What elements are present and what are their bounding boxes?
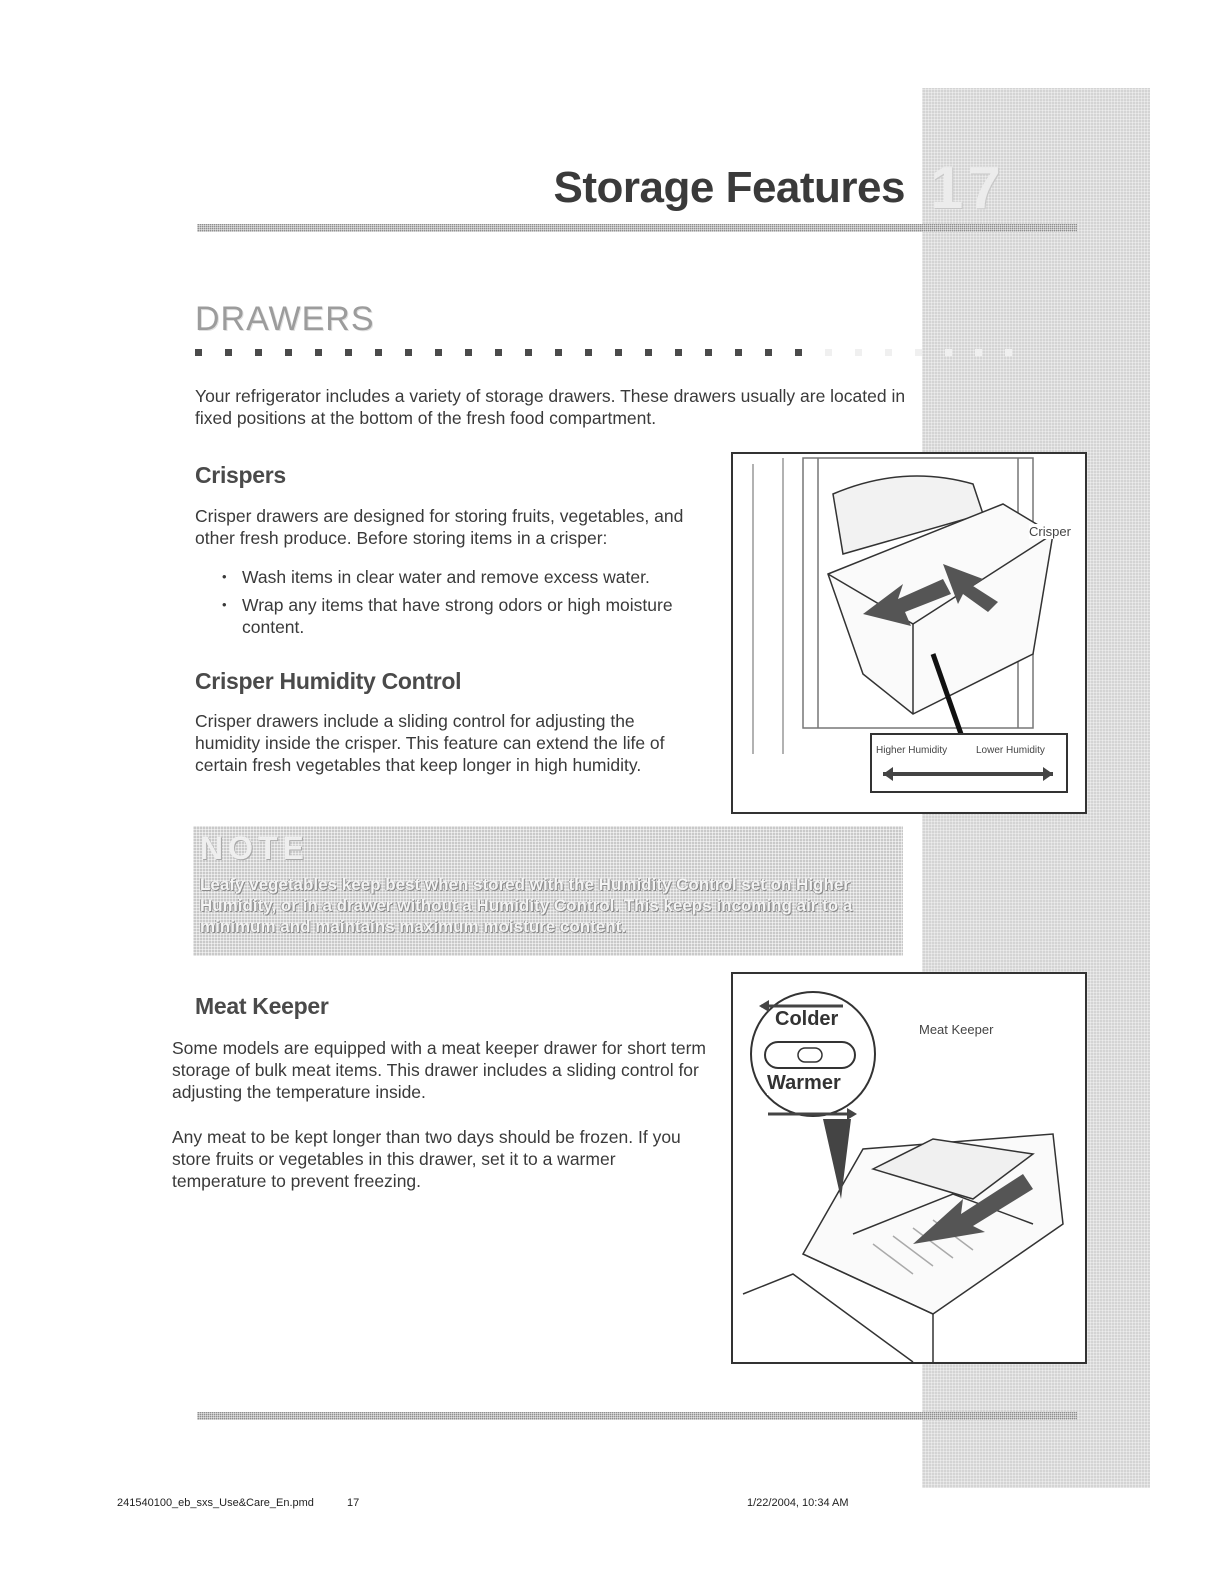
crisper-illustration bbox=[731, 452, 1087, 814]
divider-dot bbox=[615, 349, 622, 356]
warmer-label: Warmer bbox=[767, 1072, 841, 1094]
list-item: • Wrap any items that have strong odors or high moisture content. bbox=[218, 594, 708, 638]
footer-filename: 241540100_eb_sxs_Use&Care_En.pmd bbox=[117, 1497, 314, 1509]
divider-dot bbox=[885, 349, 892, 356]
lower-humidity-label: Lower Humidity bbox=[976, 745, 1045, 756]
crispers-paragraph: Crisper drawers are designed for storing fruits, vegetables, and other fresh produce. Before storing items in a crisper: bbox=[195, 506, 684, 548]
divider-dot bbox=[285, 349, 292, 356]
footer-page-number: 17 bbox=[347, 1497, 360, 1509]
meat-keeper-paragraph-2: Any meat to be kept longer than two days should be frozen. If you store fruits or vegetables in this drawer, set it to a warmer temperature to prevent freezing. bbox=[172, 1127, 681, 1191]
crisper-drawing bbox=[733, 454, 1085, 812]
divider-dot bbox=[315, 349, 322, 356]
note-text: Leafy vegetables keep best when stored with the Humidity Control set on Higher Humidity, or in a drawer without a Humidity Control. This keeps incoming air to a minimum and maintains maximum moisture content. bbox=[200, 875, 853, 936]
page-number: 17 bbox=[930, 154, 1005, 221]
meat-keeper-paragraph-1: Some models are equipped with a meat keeper drawer for short term storage of bulk meat items. This drawer includes a sliding control for adjusting the temperature inside. bbox=[172, 1038, 707, 1102]
section-heading: DRAWERS bbox=[195, 300, 375, 338]
crisper-label: Crisper bbox=[1029, 524, 1071, 539]
divider-dot bbox=[195, 349, 202, 356]
footer-rule bbox=[197, 1412, 1077, 1420]
header-rule bbox=[197, 224, 1077, 232]
higher-humidity-label: Higher Humidity bbox=[876, 745, 948, 756]
divider-dot bbox=[225, 349, 232, 356]
divider-dot bbox=[825, 349, 832, 356]
divider-dot bbox=[795, 349, 802, 356]
meat-keeper-heading: Meat Keeper bbox=[195, 993, 329, 1019]
divider-dot bbox=[495, 349, 502, 356]
divider-dot bbox=[465, 349, 472, 356]
divider-dot bbox=[585, 349, 592, 356]
divider-dot bbox=[405, 349, 412, 356]
note-title: NOTE bbox=[200, 830, 309, 866]
divider-dot bbox=[255, 349, 262, 356]
divider-dot bbox=[525, 349, 532, 356]
meat-keeper-label: Meat Keeper bbox=[919, 1022, 994, 1037]
divider-dot bbox=[555, 349, 562, 356]
colder-label: Colder bbox=[775, 1008, 839, 1030]
divider-dot bbox=[1005, 349, 1012, 356]
crispers-heading: Crispers bbox=[195, 462, 286, 488]
divider-dot bbox=[375, 349, 382, 356]
page-title: Storage Features bbox=[553, 163, 905, 212]
divider-dot bbox=[915, 349, 922, 356]
footer-timestamp: 1/22/2004, 10:34 AM bbox=[747, 1497, 849, 1509]
dotted-divider bbox=[195, 349, 1055, 357]
list-item: • Wash items in clear water and remove excess water. bbox=[218, 566, 708, 588]
meat-keeper-drawing bbox=[733, 974, 1085, 1362]
divider-dot bbox=[645, 349, 652, 356]
meat-keeper-illustration bbox=[731, 972, 1087, 1364]
divider-dot bbox=[975, 349, 982, 356]
humidity-control-paragraph: Crisper drawers include a sliding control for adjusting the humidity inside the crisper. This feature can extend the life of certain fresh vegetables that keep longer in high humidity. bbox=[195, 711, 665, 775]
crispers-bullet-list bbox=[218, 566, 708, 644]
humidity-control-heading: Crisper Humidity Control bbox=[195, 668, 462, 694]
divider-dot bbox=[855, 349, 862, 356]
divider-dot bbox=[765, 349, 772, 356]
intro-paragraph: Your refrigerator includes a variety of storage drawers. These drawers usually are located in fixed positions at the bottom of the fresh food compartment. bbox=[195, 386, 906, 428]
divider-dot bbox=[435, 349, 442, 356]
divider-dot bbox=[945, 349, 952, 356]
divider-dot bbox=[735, 349, 742, 356]
divider-dot bbox=[675, 349, 682, 356]
divider-dot bbox=[345, 349, 352, 356]
divider-dot bbox=[705, 349, 712, 356]
